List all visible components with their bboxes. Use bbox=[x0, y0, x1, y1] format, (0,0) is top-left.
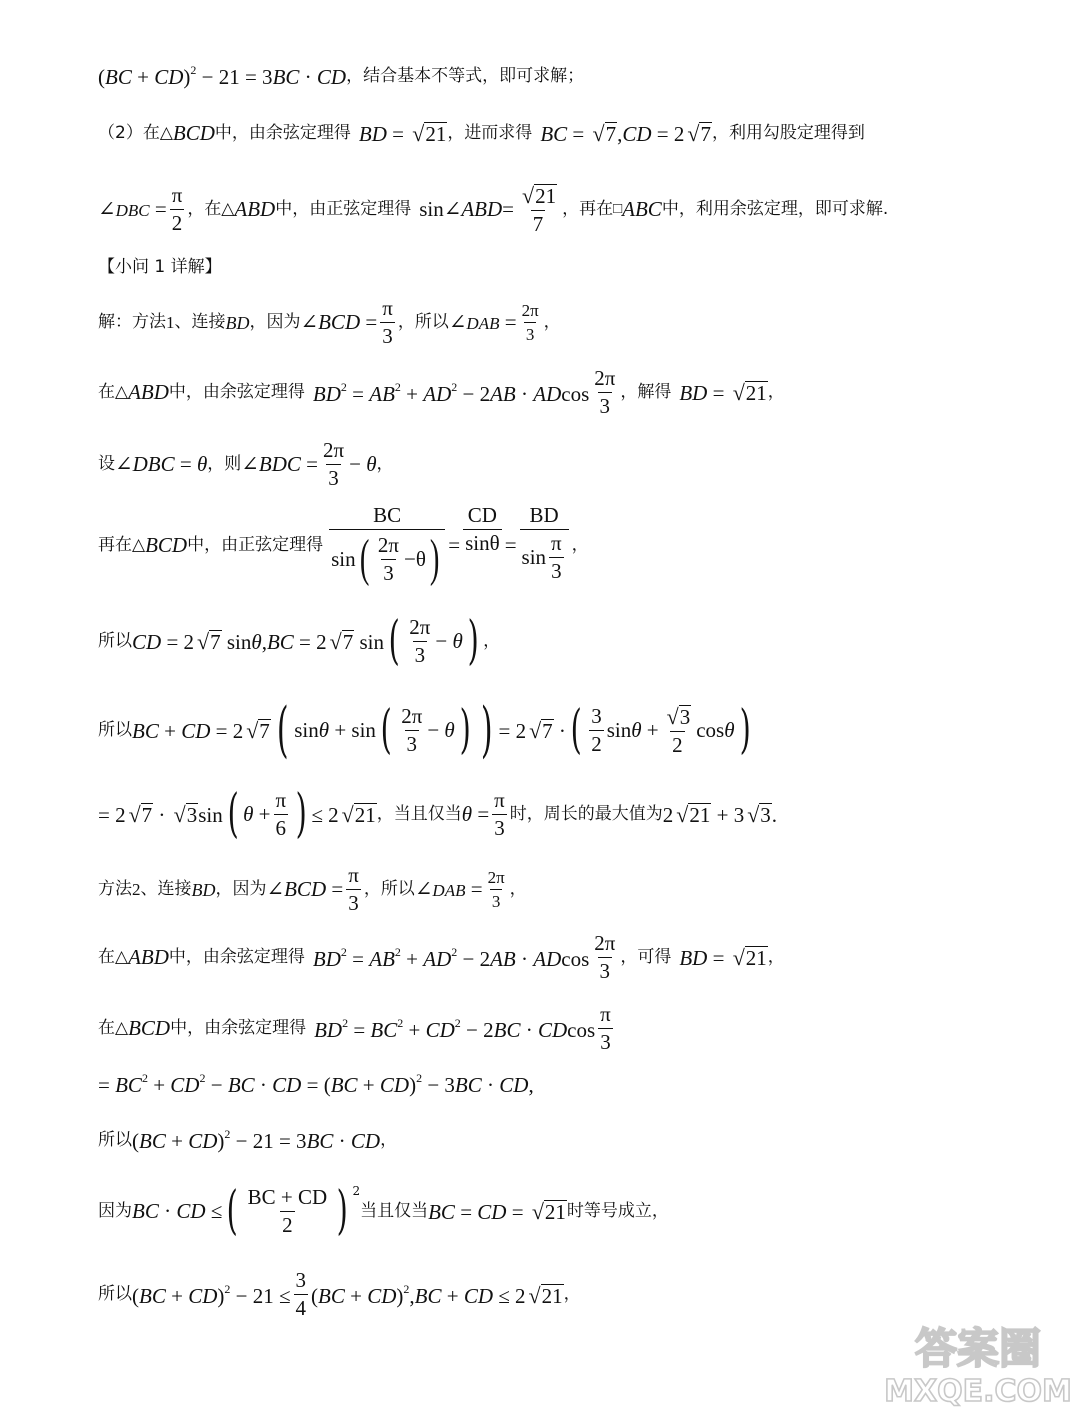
watermark-logo bbox=[884, 1315, 1072, 1409]
fraction: $\frac{2\pi}{3}$ bbox=[409, 614, 431, 667]
fraction: $\frac{\pi}{3}$ bbox=[600, 1002, 611, 1054]
line-cd-bc: 所以 CD = 2 √7 sinθ,BC = 2 √7 sin ( $\frac{2\pi}{3}$ − θ ) ， bbox=[98, 611, 501, 671]
fraction: $\frac{2\pi}{3}$ bbox=[594, 366, 616, 418]
line-sine-law: 再在 △ BCD 中， 由正弦定理得 BC sin ( $\frac{2\pi}{3}$ − θ ) = $\frac{CD}{\sin\theta}$ = BD sin $\frac{\pi}{3}$ ， bbox=[98, 503, 589, 587]
line-expand: = $BC^2 + CD^2$ − BC · CD = (BC + CD)$^2$ − 3BC · CD, bbox=[98, 1071, 534, 1097]
line-so: 所以 (BC + CD)$^2$ − 21 = 3BC · CD ， bbox=[98, 1127, 398, 1153]
line-method2: 方法 2 、连接 BD ， 因为 ∠BCD = $\frac{\pi}{3}$ ， 所以 ∠DAB = $\frac{2\pi}{3}$ ， bbox=[98, 863, 527, 915]
fraction: $\frac{2\pi}{3}$ bbox=[521, 301, 539, 344]
line-1: (BC + CD)$^2$ − 21 = 3BC · CD ， 结合基本不等式，即可求解； bbox=[98, 63, 585, 89]
fraction: $\frac{2\pi}{3}$ bbox=[487, 868, 505, 911]
watermark-bottom-text: MXQE.COM bbox=[884, 1374, 1072, 1409]
fraction: $\frac{2\pi}{3}$ bbox=[594, 931, 616, 983]
fraction: $\frac{CD}{\sin\theta}$ bbox=[465, 503, 500, 555]
fraction: $\frac{\pi}{3}$ bbox=[348, 863, 359, 915]
fraction: $\frac{\pi}{3}$ bbox=[494, 787, 505, 840]
fraction: $\frac{√21}{7}$ bbox=[522, 183, 557, 236]
fraction: $\frac{2\pi}{3}$ bbox=[322, 438, 345, 490]
line-method1: 解：方法 1 、连接 BD ， 因为 ∠BCD = $\frac{\pi}{3}$ ， 所以 ∠DAB = $\frac{2\pi}{3}$ ， bbox=[98, 296, 561, 348]
line-max: = 2 √7 · √3sin ( θ + $\frac{\pi}{6}$ ) ≤ 2 √21 ， 当且仅当 θ = $\frac{\pi}{3}$ 时，周长的最大值为 2 √21 + 3 √3. bbox=[98, 784, 778, 844]
fraction: $\frac{\pi}{2}$ bbox=[171, 183, 183, 235]
line-3: ∠DBC = $\frac{\pi}{2}$ ， 在△ ABD 中， 由正弦定理得 sin∠ ABD = $\frac{√21}{7}$ ， 再在 □ ABC 中，利用余弦定理，即可求解. bbox=[98, 183, 889, 236]
line-cosine-2: 在△ ABD 中， 由余弦定理得 $BD^2 = AB^2 + AD^2 - 2AB \cdot ADcos$ $\frac{2\pi}{3}$ ， 可得 BD = √21 ， bbox=[98, 931, 785, 983]
line-cosine-3: 在△ BCD 中， 由余弦定理得 $BD^2 = BC^2 + CD^2 - 2BC \cdot CDcos$ $\frac{\pi}{3}$ bbox=[98, 1002, 611, 1054]
line-sum: 所以 BC + CD = 2 √7 ( sinθ + sin ( $\frac{2\pi}{3}$ − θ ) ) = 2 √7 · ( $\frac{3}{2}$ sinθ + $\frac{√3}{2}$ cosθ ) bbox=[98, 695, 751, 765]
watermark-top-text: 答案圈 bbox=[914, 1324, 1042, 1373]
line-2: （2）在△ BCD 中， 由余弦定理得 BD = √21 ， 进而求得 BC = √7,CD = 2 √7 ， 利用勾股定理得到 bbox=[98, 121, 865, 146]
fraction: $\frac{2\pi}{3}$ bbox=[401, 703, 423, 756]
line-final: 所以 (BC + CD)$^2$ − 21 ≤ $\frac{3}{4}$ (BC + CD)$^2$,BC + CD ≤ 2 √21 ， bbox=[98, 1268, 581, 1320]
fraction: $\frac{\pi}{3}$ bbox=[382, 296, 393, 348]
fraction: BD sin $\frac{\pi}{3}$ bbox=[520, 505, 569, 582]
line-set-theta: 设 ∠DBC = θ ， 则 ∠BDC = $\frac{2\pi}{3}$ − θ ， bbox=[98, 438, 394, 490]
fraction: $\frac{√3}{2}$ bbox=[666, 703, 691, 757]
fraction: $\frac{3}{2}$ bbox=[591, 703, 602, 756]
line-amgm: 因为 BC · CD ≤ ( $\frac{BC + CD}{2}$ ) $^2$ 当且仅当 BC = CD = √21 时等号成立， bbox=[98, 1181, 669, 1241]
fraction: BC sin ( $\frac{2\pi}{3}$ − θ ) bbox=[329, 505, 445, 585]
fraction: $\frac{\pi}{6}$ bbox=[275, 787, 287, 840]
section-title: 【小问 1 详解】 bbox=[98, 257, 222, 277]
fraction: $\frac{BC + CD}{2}$ bbox=[247, 1184, 328, 1237]
line-cosine-1: 在△ ABD 中， 由余弦定理得 $BD^2 = AB^2 + AD^2 - 2AB \cdot ADcos$ $\frac{2\pi}{3}$ ， 解得 BD = √21 ， bbox=[98, 366, 785, 418]
fraction: $\frac{3}{4}$ bbox=[295, 1268, 306, 1320]
